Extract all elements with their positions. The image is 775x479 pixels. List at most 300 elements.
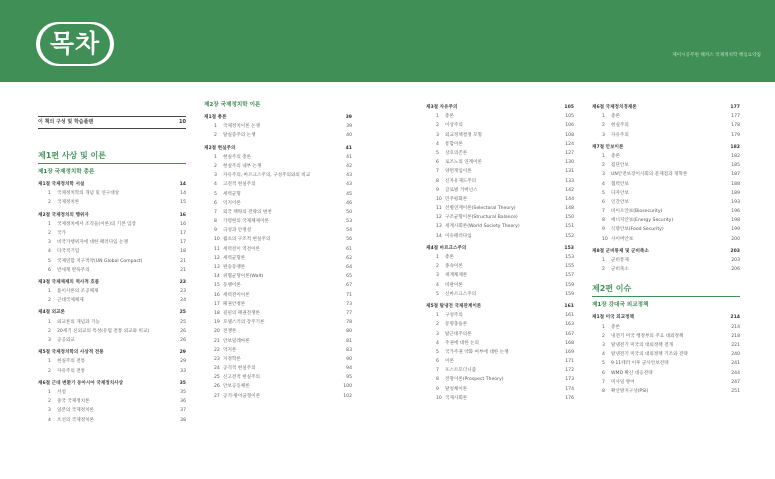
toc-item-row — [592, 131, 740, 140]
entry-label: 외국 책략의 전략의 변천 — [223, 209, 272, 215]
entry-label: 세계사회론(World Society Theory) — [445, 224, 520, 230]
toc-item-row — [204, 263, 352, 272]
toc-item-row — [426, 385, 574, 394]
entry-label: 신마르크스주의 — [445, 291, 477, 297]
page-number: 50 — [346, 209, 352, 215]
page-number: 17 — [180, 240, 186, 246]
page-number: 193 — [731, 199, 740, 205]
toc-item-row — [38, 229, 186, 238]
entry-label: 고전적 현실주의 — [223, 182, 256, 188]
toc-item-row — [426, 311, 574, 320]
entry-label: 억지론 — [223, 347, 237, 353]
entry-label: 패권안정론 — [223, 301, 246, 307]
entry-label: 제2절 현실주의 — [204, 145, 236, 151]
item-number: 3 — [602, 132, 605, 138]
page-number: 35 — [179, 380, 186, 386]
item-number: 7 — [602, 209, 605, 215]
toc-item-row — [204, 226, 352, 235]
page-number: 15 — [180, 200, 186, 206]
entry-label: 현실주의 전통 — [57, 359, 86, 365]
page-number: 56 — [346, 237, 352, 243]
item-number: 26 — [214, 384, 220, 390]
toc-item-row — [204, 122, 352, 131]
contents-title-badge — [36, 22, 114, 66]
entry-label: 편승동맹론 — [223, 265, 246, 270]
toc-section-row — [592, 247, 740, 256]
page-number: 64 — [346, 265, 352, 270]
entry-label: 탈냉전기 미국의 대외정책 기조와 전략 — [611, 352, 688, 358]
entry-label: 모델스키의 장주기론 — [223, 320, 265, 326]
entry-label: 군비축소 — [611, 267, 629, 273]
page-number: 18 — [180, 249, 186, 255]
entry-label: 안보딜레마론 — [223, 338, 250, 344]
item-number: 2 — [602, 333, 605, 339]
toc-item-row — [426, 232, 574, 241]
item-number: 13 — [214, 265, 220, 270]
toc-item-row — [38, 266, 186, 275]
entry-label: 탈냉전기 미국의 대외정책 전개 — [611, 342, 674, 348]
page-number: 167 — [565, 331, 574, 337]
entry-label: 탈실증주의 논쟁 — [223, 133, 256, 139]
entry-label: 국제연합 지구적약(UN Global Compact) — [57, 258, 143, 264]
item-number: 6 — [48, 267, 51, 273]
page-number: 62 — [346, 255, 352, 261]
page-number: 142 — [565, 187, 574, 193]
entry-label: 위협균형이론(Walt) — [223, 274, 264, 280]
guide-row — [38, 116, 186, 129]
entry-label: 민주평화론 — [445, 196, 468, 202]
entry-label: 식량안보(Food Security) — [611, 227, 664, 233]
item-number: 2 — [48, 399, 51, 405]
entry-label: 국제정치이론 논쟁 — [223, 124, 260, 130]
page-number: 241 — [731, 361, 740, 367]
item-number: 1 — [48, 289, 51, 295]
item-number: 5 — [602, 190, 605, 196]
page-number: 14 — [179, 182, 186, 187]
item-number: 3 — [436, 132, 439, 138]
entry-label: 전망이론(Prospect Theory) — [445, 377, 504, 383]
page-number: 161 — [564, 303, 574, 309]
entry-label: 이 책의 구성 및 학습플랜 — [38, 119, 94, 125]
entry-label: 국제정치학의 개념 및 연구대상 — [57, 191, 120, 197]
entry-label: 현실주의 총론 — [223, 154, 252, 160]
entry-label: 외교정책결정 모형 — [445, 132, 482, 138]
page-number: 43 — [346, 182, 352, 188]
entry-label: 에너지안보(Energy Security) — [611, 218, 674, 224]
item-number: 6 — [602, 199, 605, 205]
page-number: 38 — [180, 417, 186, 423]
page-number: 25 — [179, 310, 186, 316]
toc-item-row — [426, 149, 574, 158]
item-number: 22 — [214, 347, 220, 353]
entry-label: 제2절 국제정치의 행위자 — [38, 212, 89, 218]
item-number: 5 — [436, 291, 439, 297]
entry-label: 다자안보 — [611, 190, 629, 196]
entry-label: 확산방지구상(PSI) — [611, 388, 649, 394]
entry-label: 상호의존론 — [445, 150, 468, 156]
entry-label: 총론 — [445, 114, 454, 120]
page-number: 39 — [346, 124, 352, 130]
page-number: 95 — [346, 375, 352, 381]
item-number: 7 — [214, 209, 217, 215]
item-number: 4 — [214, 182, 217, 188]
toc-item-row — [204, 180, 352, 189]
entry-label: 제5절 탈냉전 국제관계이론 — [426, 303, 482, 309]
entry-label: 자유주의, 마르크스주의, 구성주의와의 비교 — [223, 173, 311, 179]
entry-label: 미사일 방어 — [611, 379, 635, 385]
toc-item-row — [592, 198, 740, 207]
item-number: 4 — [48, 417, 51, 423]
toc-item-row — [426, 366, 574, 375]
toc-item-row — [38, 198, 186, 207]
toc-item-row — [426, 186, 574, 195]
item-number: 8 — [214, 219, 217, 225]
item-number: 3 — [214, 173, 217, 179]
entry-label: 이론 — [445, 359, 454, 365]
toc-item-row — [426, 112, 574, 121]
item-number: 1 — [436, 255, 439, 260]
entry-label: 탈칭체이론 — [445, 386, 468, 392]
page-number: 102 — [343, 393, 352, 399]
page-number: 206 — [731, 267, 740, 273]
page-number: 39 — [345, 115, 352, 120]
toc-item-row — [204, 327, 352, 336]
chapter-heading — [38, 167, 186, 177]
item-number: 24 — [214, 366, 220, 372]
entry-label: 제1절 총론 — [204, 115, 227, 120]
page-number: 159 — [565, 291, 574, 297]
entry-label: 극성과 안정성 — [223, 228, 252, 234]
page-number: 71 — [346, 292, 352, 298]
entry-label: 포스트모더니즘 — [445, 368, 477, 374]
toc-item-row — [38, 296, 186, 305]
toc-item-row — [426, 281, 574, 290]
item-number: 2 — [48, 298, 51, 304]
page-number: 41 — [346, 154, 352, 160]
toc-section-row — [426, 103, 574, 112]
entry-label: 구성주의 — [445, 313, 463, 319]
item-number: 4 — [436, 141, 439, 147]
toc-item-row — [426, 253, 574, 262]
entry-label: 제1장 국제정치학 총론 — [38, 169, 95, 175]
item-number: 10 — [436, 196, 442, 202]
entry-label: 국제정치론 — [57, 200, 80, 206]
entry-label: 제1편 사상 및 이론 — [38, 151, 107, 160]
item-number: 2 — [48, 200, 51, 206]
page-number: 16 — [179, 212, 186, 218]
item-number: 1 — [436, 313, 439, 319]
item-number: 12 — [436, 215, 442, 221]
page-number: 16 — [180, 221, 186, 227]
item-number: 11 — [436, 206, 442, 212]
entry-label: 선별연계이론(Selectoral Theory) — [445, 206, 516, 212]
entry-label: 반세계 반독주의 — [57, 267, 90, 273]
item-number: 8 — [436, 178, 439, 184]
page-number: 21 — [180, 267, 186, 273]
toc-item-row — [592, 112, 740, 121]
item-number: 20 — [214, 329, 220, 335]
toc-section-row — [592, 313, 740, 322]
item-number: 16 — [214, 292, 220, 298]
page-number: 159 — [565, 282, 574, 288]
item-number: 1 — [48, 319, 51, 325]
item-number: 1 — [214, 124, 217, 130]
item-number: 3 — [602, 342, 605, 348]
entry-label: 제4절 외교론 — [38, 310, 65, 316]
page-number: 182 — [730, 144, 740, 150]
entry-label: 탈근대주의론 — [445, 331, 472, 337]
page-number: 157 — [565, 273, 574, 279]
item-number: 3 — [436, 273, 439, 279]
entry-label: 신자유제도주의 — [445, 178, 477, 184]
toc-item-row — [592, 332, 740, 341]
toc-item-row — [592, 369, 740, 378]
toc-item-row — [38, 397, 186, 406]
page-number: 188 — [731, 181, 740, 187]
toc-item-row — [38, 416, 186, 425]
toc-item-row — [204, 131, 352, 140]
item-number: 1 — [602, 324, 605, 330]
toc-item-row — [592, 180, 740, 189]
toc-item-row — [426, 290, 574, 299]
toc-item-row — [204, 364, 352, 373]
entry-label: 국제정치에서 조직들(이론)의 기본 입장 — [57, 221, 136, 227]
item-number: 4 — [602, 352, 605, 358]
toc-item-row — [204, 373, 352, 382]
toc-item-row — [426, 339, 574, 348]
page-number: 176 — [565, 395, 574, 401]
item-number: 4 — [602, 181, 605, 187]
toc-item-row — [426, 204, 574, 213]
page-number: 155 — [565, 264, 574, 270]
page-number: 90 — [346, 356, 352, 362]
page-number: 73 — [346, 301, 352, 307]
page-number: 80 — [346, 329, 352, 335]
item-number: 10 — [436, 395, 442, 401]
toc-item-row — [592, 189, 740, 198]
toc-item-row — [592, 225, 740, 234]
item-number: 1 — [436, 114, 439, 120]
toc-item-row — [426, 222, 574, 231]
page-number: 240 — [731, 352, 740, 358]
toc-item-row — [426, 375, 574, 384]
page-number: 131 — [565, 169, 574, 175]
page-number: 36 — [180, 399, 186, 405]
toc-item-row — [426, 167, 574, 176]
entry-label: 현실주의 내부 논쟁 — [223, 163, 262, 169]
header-band — [0, 0, 775, 82]
page-number: 200 — [731, 236, 740, 242]
item-number: 25 — [214, 375, 220, 381]
entry-label: 세력전이이론 — [223, 292, 250, 298]
entry-label: 공격적 현실주의 — [223, 366, 256, 372]
entry-label: 국제사회론 — [445, 395, 468, 401]
entry-label: 세력균형 — [223, 191, 241, 197]
toc-item-row — [38, 189, 186, 198]
toc-item-row — [592, 341, 740, 350]
item-number: 7 — [436, 368, 439, 374]
item-number: 1 — [48, 389, 51, 395]
entry-label: 동맹이론 — [223, 283, 241, 289]
entry-label: 지정학론 — [223, 356, 241, 362]
entry-label: 제7절 안보이론 — [592, 144, 624, 150]
page-number: 14 — [180, 191, 186, 197]
page-number: 172 — [565, 368, 574, 374]
item-number: 2 — [214, 133, 217, 139]
page-number: 171 — [565, 359, 574, 365]
entry-label: 서설 — [57, 389, 66, 395]
toc-item-row — [204, 208, 352, 217]
toc-item-row — [204, 300, 352, 309]
toc-item-row — [592, 207, 740, 216]
item-number: 3 — [48, 240, 51, 246]
toc-item-row — [426, 195, 574, 204]
page-number: 33 — [180, 368, 186, 374]
page-number: 189 — [731, 190, 740, 196]
item-number: 5 — [214, 191, 217, 197]
item-number: 1 — [602, 153, 605, 159]
page-number: 152 — [565, 233, 574, 239]
item-number: 3 — [602, 172, 605, 178]
item-number: 4 — [436, 340, 439, 346]
entry-label: 중국 국제정치론 — [57, 399, 90, 405]
item-number: 5 — [602, 361, 605, 367]
item-number: 9 — [436, 386, 439, 392]
entry-label: 협력안보 — [611, 181, 629, 187]
entry-label: 로즈노의 연계이론 — [445, 160, 482, 166]
item-number: 2 — [602, 123, 605, 129]
item-number: 8 — [602, 218, 605, 224]
toc-item-row — [38, 220, 186, 229]
page-number: 198 — [731, 218, 740, 224]
page-number: 161 — [565, 313, 574, 319]
toc-item-row — [426, 213, 574, 222]
item-number: 17 — [214, 301, 220, 307]
toc-item-row — [204, 291, 352, 300]
toc-item-row — [38, 388, 186, 397]
page-number: 37 — [180, 408, 186, 414]
item-number: 4 — [436, 282, 439, 288]
toc-item-row — [204, 217, 352, 226]
page-number: 163 — [565, 322, 574, 328]
toc-item-row — [592, 161, 740, 170]
toc-section-row — [426, 244, 574, 253]
item-number: 21 — [214, 338, 220, 344]
entry-label: 자유주의 전통 — [57, 368, 86, 374]
entry-label: 이슈패러다임 — [445, 233, 472, 239]
toc-section-row — [204, 113, 352, 122]
item-number: 2 — [436, 322, 439, 328]
toc-item-row — [38, 247, 186, 256]
header-caption: 제이시공무원 해커스 국제정치학 핵심요약집 — [672, 53, 761, 58]
entry-label: 제1장 강대국 외교정책 — [592, 302, 649, 309]
toc-section-row — [38, 278, 186, 287]
item-number: 6 — [436, 359, 439, 365]
toc-item-row — [426, 140, 574, 149]
entry-label: 전쟁론 — [223, 329, 237, 335]
toc-item-row — [592, 121, 740, 130]
page-number: 106 — [565, 123, 574, 129]
toc-item-row — [204, 162, 352, 171]
item-number: 1 — [602, 114, 605, 120]
page-number: 185 — [731, 163, 740, 169]
item-number: 10 — [214, 237, 220, 243]
entry-label: 인간안보 — [611, 199, 629, 205]
entry-label: 통합이론 — [445, 141, 463, 147]
entry-label: 총론 — [445, 255, 454, 260]
item-number: 9 — [214, 228, 217, 234]
page-number: 78 — [346, 320, 352, 326]
item-number: 13 — [436, 224, 442, 230]
chapter-heading — [592, 300, 740, 310]
page-number: 199 — [731, 227, 740, 233]
page-number: 144 — [565, 196, 574, 202]
item-number: 5 — [436, 150, 439, 156]
page-number: 130 — [565, 160, 574, 166]
entry-label: 일본의 국제정치론 — [57, 408, 94, 414]
entry-label: 총론 — [611, 153, 620, 159]
part-heading — [38, 149, 186, 164]
page-number: 43 — [346, 173, 352, 179]
item-number: 1 — [48, 359, 51, 365]
toc-section-row — [38, 308, 186, 317]
page-number: 247 — [731, 379, 740, 385]
page-number: 182 — [731, 153, 740, 159]
item-number: 7 — [436, 169, 439, 175]
item-number: 2 — [436, 123, 439, 129]
entry-label: 세력전이 역전이론 — [223, 246, 260, 252]
item-number: 11 — [214, 246, 220, 252]
page-number: 94 — [346, 366, 352, 372]
toc-item-row — [204, 199, 352, 208]
entry-label: 군비통제 — [611, 258, 629, 263]
item-number: 2 — [48, 328, 51, 334]
entry-label: 제1절 미국 외교정책 — [592, 315, 634, 321]
toc-item-row — [426, 357, 574, 366]
item-number: 3 — [48, 408, 51, 414]
item-number: 1 — [48, 191, 51, 197]
item-number: 6 — [436, 160, 439, 166]
entry-label: 억지이론 — [223, 200, 241, 206]
page-number: 23 — [180, 289, 186, 295]
page-number: 26 — [180, 328, 186, 334]
toc-item-row — [426, 348, 574, 357]
item-number: 2 — [48, 230, 51, 236]
toc-item-row — [38, 257, 186, 266]
page-number: 26 — [180, 338, 186, 343]
toc-item-row — [204, 346, 352, 355]
entry-label: 길핀의 패권전쟁론 — [223, 310, 260, 316]
item-number: 2 — [602, 267, 605, 273]
entry-label: 총론 — [611, 324, 620, 330]
page-number: 214 — [731, 324, 740, 330]
toc-item-row — [426, 394, 574, 403]
toc-item-row — [426, 158, 574, 167]
page-number: 54 — [346, 228, 352, 234]
page-number: 187 — [731, 172, 740, 178]
toc-item-row — [204, 309, 352, 318]
entry-label: 근대국제체제 — [57, 298, 84, 304]
item-number: 3 — [436, 331, 439, 337]
toc-item-row — [38, 287, 186, 296]
toc-item-row — [204, 171, 352, 180]
item-number: 8 — [436, 377, 439, 383]
entry-label: 사이버안보 — [611, 236, 634, 242]
page-number: 214 — [730, 315, 740, 321]
page-number: 173 — [565, 377, 574, 383]
page-number: 21 — [180, 258, 186, 264]
toc-item-row — [426, 131, 574, 140]
